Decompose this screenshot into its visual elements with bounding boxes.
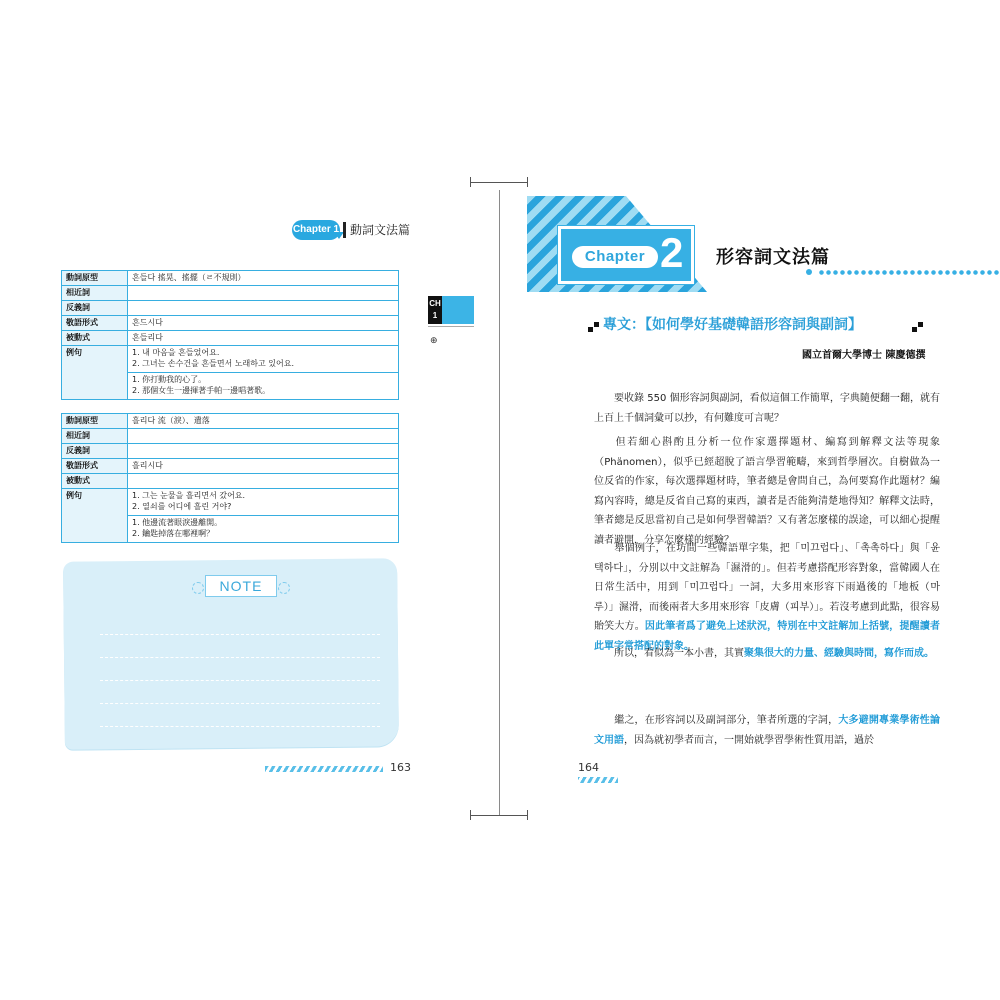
author-byline: 國立首爾大學博士 陳慶德撰 (802, 350, 926, 361)
dotted-line-decoration (818, 270, 1000, 275)
chapter-divider (343, 222, 346, 238)
example-chinese (128, 516, 399, 543)
row-value: 흔들다 搖晃、搖擺（ㄹ不規則） (128, 271, 399, 286)
tab-underline (428, 326, 474, 327)
example-line: 2. 鑰匙掉落在哪裡啊？ (132, 529, 215, 538)
row-value: 흘리다 流（淚）、遺落 (128, 414, 399, 429)
table-row (62, 459, 399, 474)
row-label: 被動式 (62, 331, 128, 346)
example-line: 1. 他邊流著眼淚邊離開。 (132, 518, 223, 528)
dotted-line-head (806, 269, 812, 275)
example-line: 2. 그녀는 손수건을 흔들면서 노래하고 있어요. (132, 359, 294, 368)
example-chinese (128, 373, 399, 400)
square-bullet-icon (918, 322, 923, 327)
chapter-badge: Chapter 1 (292, 220, 340, 240)
footer-dash-decoration (578, 777, 618, 783)
paragraph-text: 但若細心斟酌且分析一位作家選擇題材、編寫到解釋文法等現象（Phänomen），似乎已經超脫了語言學習範疇，來到哲學層次。自樹做為一位反省的作家，每次選擇題材時，筆者總是會問自己，為何要寫作此題材？編寫內容時，總是反省自己寫的東西，讀者是否能夠清楚地得知？解釋文法時，筆者總是反思當初自己是如何學習韓語？又有著怎麼樣的誤途，可以細心提醒讀者避開，分享怎麼樣的經驗？ (594, 437, 940, 546)
row-value (128, 444, 399, 459)
example-korean (128, 489, 399, 516)
note-label: NOTE (205, 575, 277, 597)
example-line: 1. 你打動我的心了。 (132, 375, 207, 385)
example-line: 1. 그는 눈물을 흘리면서 갔어요. (132, 491, 246, 501)
table-row (62, 474, 399, 489)
chapter-number: 2 (660, 229, 684, 276)
row-label: 相近詞 (62, 429, 128, 444)
chapter-tab (428, 296, 474, 324)
row-value: 흔들리다 (128, 331, 399, 346)
table-row (62, 286, 399, 301)
row-label: 動詞原型 (62, 271, 128, 286)
vocab-table-2 (61, 413, 399, 543)
row-value: 흘리시다 (128, 459, 399, 474)
square-bullet-icon (594, 322, 599, 327)
example-line: 2. 열쇠를 어디에 흘린 거야? (132, 502, 232, 511)
vocab-table-1 (61, 270, 399, 400)
row-label: 敬語形式 (62, 459, 128, 474)
row-label: 反義詞 (62, 301, 128, 316)
paragraph-text: 所以，看似為一本小書，其實 (614, 648, 744, 659)
highlighted-text: 聚集很大的力量、經驗與時間，寫作而成。 (744, 648, 934, 659)
table-row (62, 331, 399, 346)
article-heading: 專文：【如何學好基礎韓語形容詞與副詞】 (603, 317, 862, 333)
row-label: 反義詞 (62, 444, 128, 459)
row-label: 被動式 (62, 474, 128, 489)
table-row (62, 316, 399, 331)
running-header-title: 動詞文法篇 (350, 223, 411, 237)
note-lines (100, 612, 380, 727)
row-value (128, 301, 399, 316)
row-label: 敬語形式 (62, 316, 128, 331)
chapter-tab-color (442, 296, 474, 324)
paragraph-text: ，因為就初學者而言，一開始就學習學術性質用語，過於 (624, 734, 874, 746)
paragraph-text: 要收錄 550 個形容詞與副詞，看似這個工作簡單，字典隨便翻一翻，就有上百上千個詞彙可以抄，有何難度可言呢？ (594, 393, 940, 424)
chapter-tab-ch: CH (429, 299, 441, 308)
example-korean (128, 346, 399, 373)
example-line: 1. 내 마음을 흔들었어요. (132, 348, 220, 358)
page-number-right: 164 (578, 761, 599, 774)
chapter-tab-label (428, 296, 442, 324)
highlighted-text: 因此筆者爲了避免上述狀況，特別在中文註解加上括號，提醒讀者此單字常搭配的對象。 (594, 621, 941, 652)
table-row (62, 489, 399, 516)
paragraph (594, 389, 940, 428)
row-label: 例句 (62, 346, 128, 400)
table-row (62, 429, 399, 444)
row-value (128, 429, 399, 444)
paragraph (594, 644, 940, 664)
table-row (62, 414, 399, 429)
table-row (62, 444, 399, 459)
book-spine (499, 190, 500, 816)
paragraph (594, 711, 940, 750)
chapter-word: Chapter (572, 246, 658, 268)
crop-mark-bottom (470, 815, 528, 816)
square-bullet-icon (588, 327, 593, 332)
highlighted-text: 大多避開專業學術性論文用語 (594, 715, 940, 746)
example-line: 2. 那個女生一邊揮著手帕一邊唱著歌。 (132, 386, 271, 395)
footer-dash-decoration (265, 766, 383, 772)
row-value (128, 286, 399, 301)
row-value (128, 474, 399, 489)
table-row (62, 271, 399, 286)
registration-mark-icon: ⊕ (430, 336, 438, 346)
row-value: 흔드시다 (128, 316, 399, 331)
paragraph (594, 539, 940, 656)
row-label: 相近詞 (62, 286, 128, 301)
page-number-left: 163 (390, 761, 411, 774)
paragraph-text: 繼之，在形容詞以及副詞部分，筆者所選的字詞， (614, 715, 839, 726)
row-label: 動詞原型 (62, 414, 128, 429)
paragraph-text: 舉個例子，在坊間一些韓語單字集，把「미끄럽다」、「촉촉하다」與「윤택하다」，分別以中文註解為「濕滑的」。但若考慮搭配形容對象，當韓國人在日常生活中，用到「미끄럽다」一詞，大多用來形容下雨過後的「地板（마루）」濕滑，而後兩者大多用來形容「皮膚（피부）」。若沒考慮到此點，很容易貽笑大方。 (594, 543, 940, 632)
table-row (62, 346, 399, 373)
paragraph (594, 433, 940, 550)
crop-mark-top (470, 182, 528, 183)
chapter-tab-number: 1 (432, 311, 438, 320)
square-bullet-icon (912, 327, 917, 332)
row-label: 例句 (62, 489, 128, 543)
chapter-title: 形容詞文法篇 (716, 247, 830, 268)
table-row (62, 301, 399, 316)
